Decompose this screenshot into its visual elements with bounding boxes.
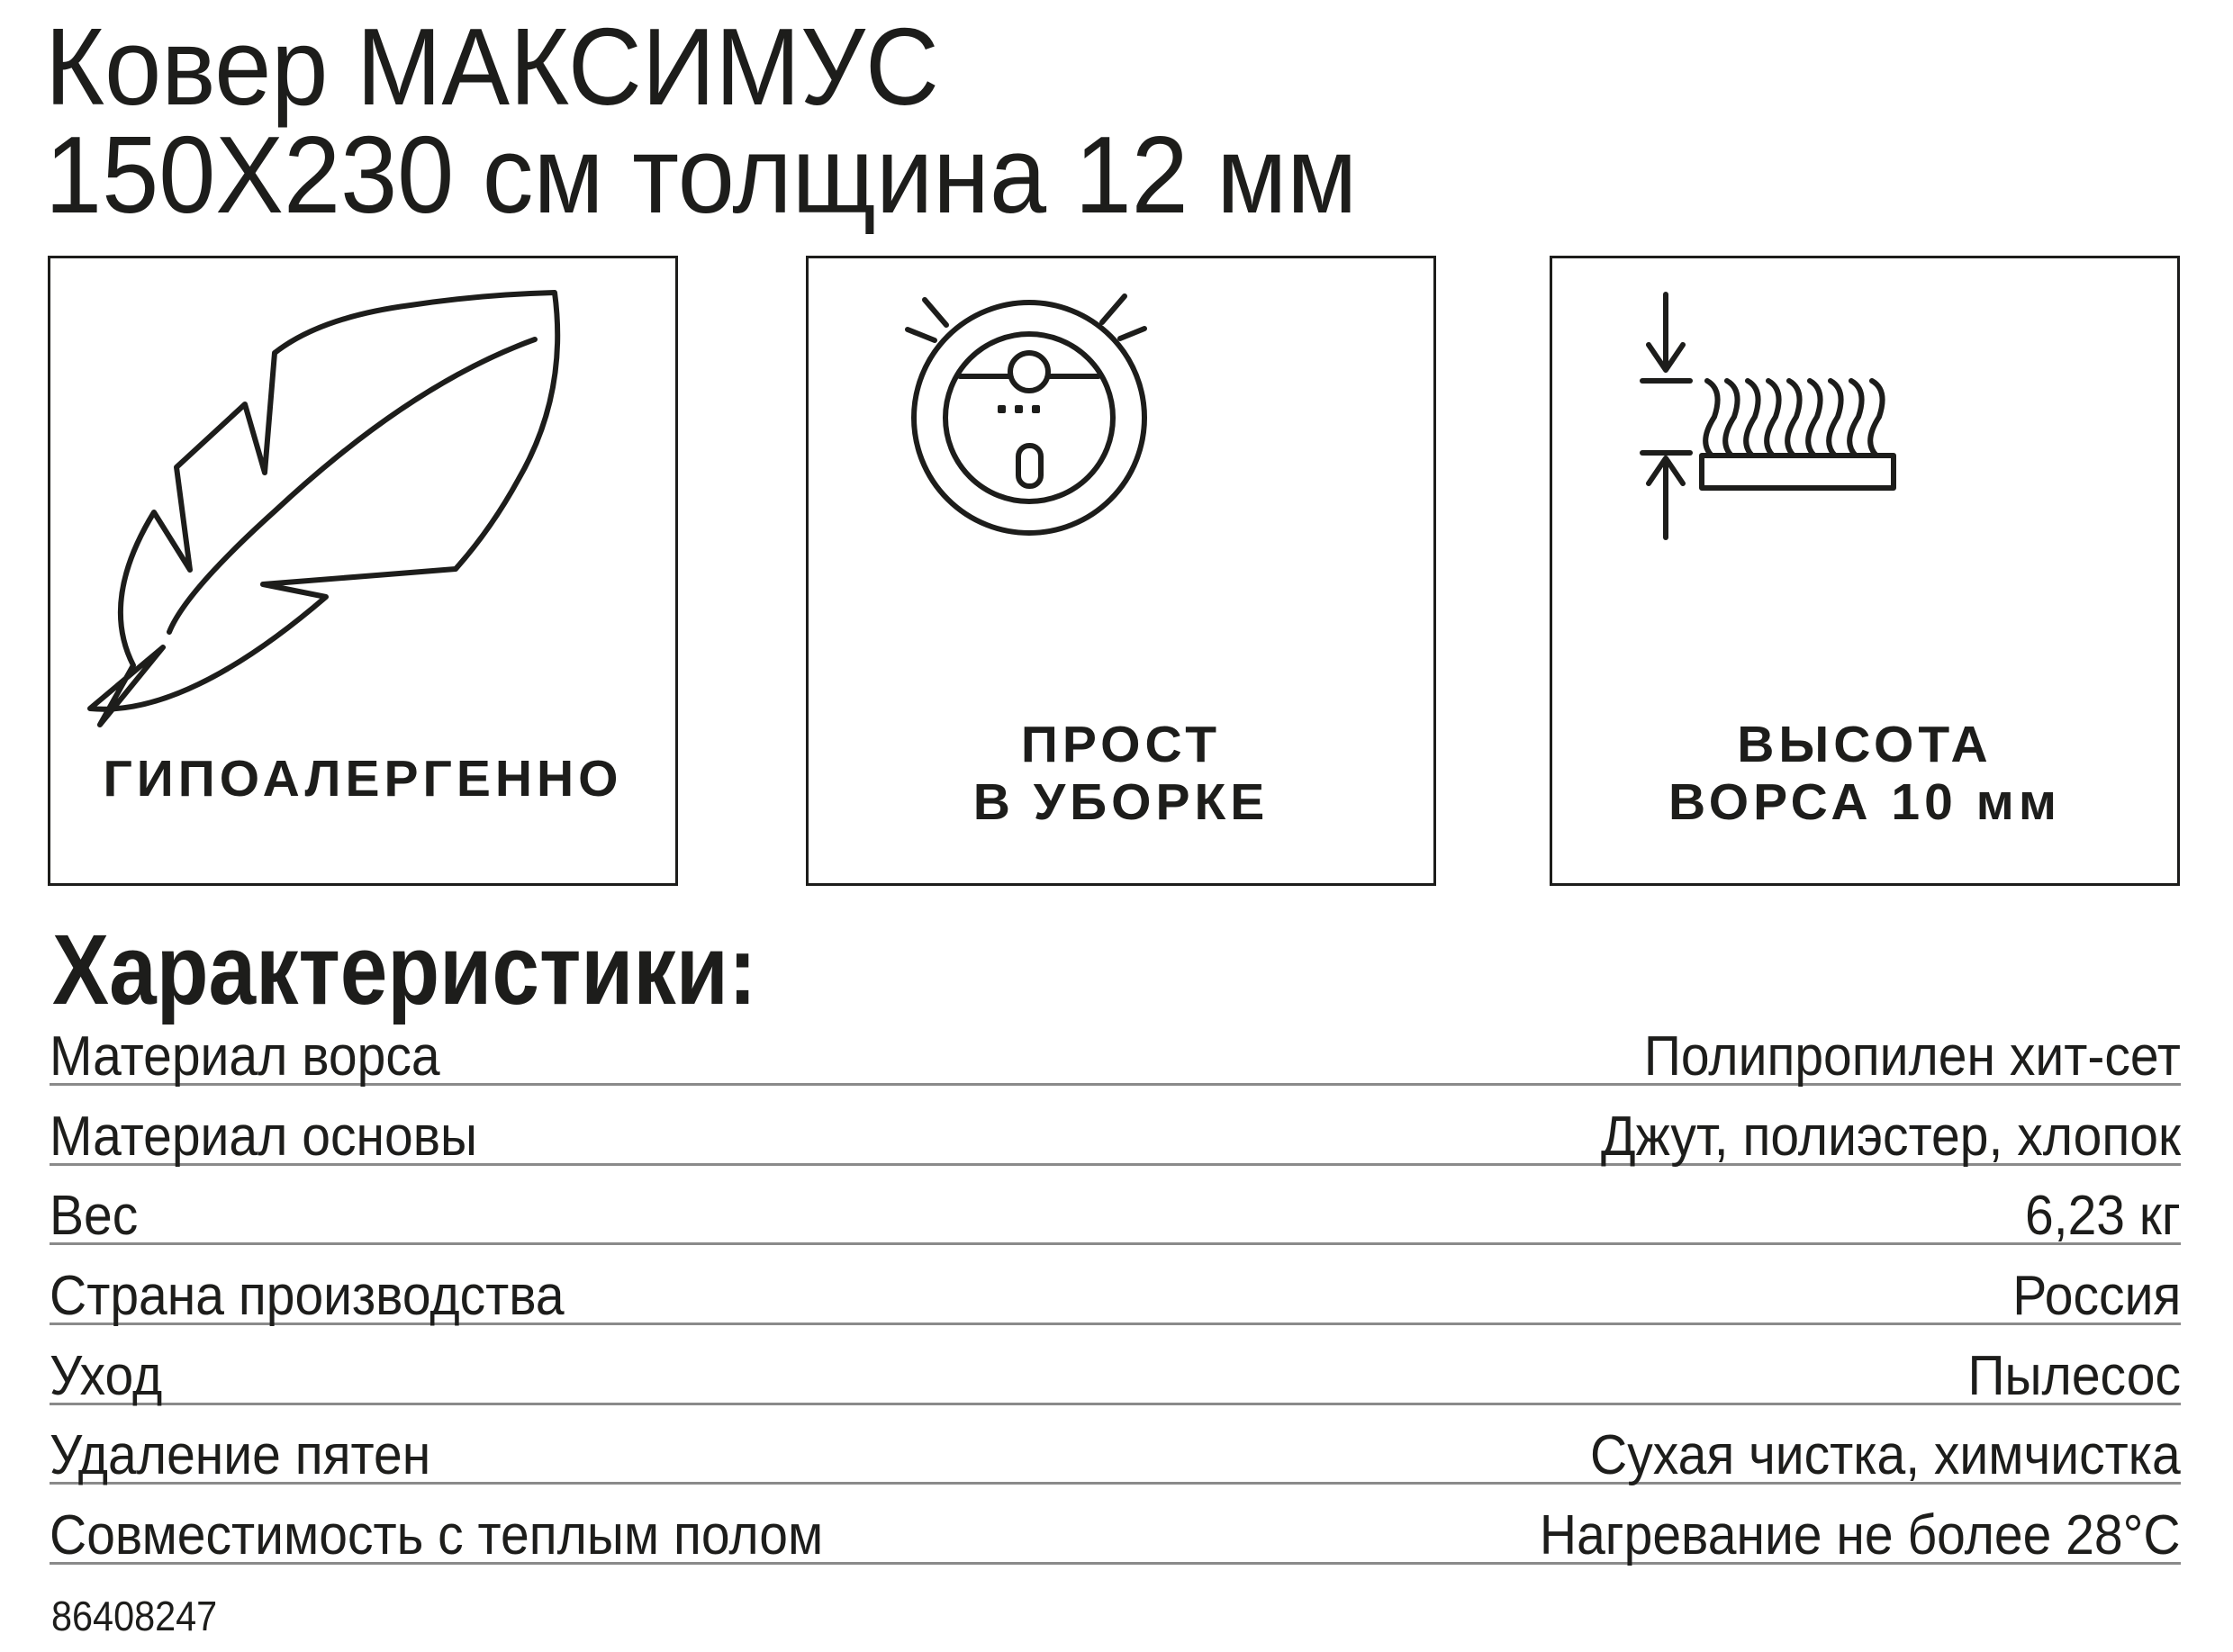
feature-label: ГИПОАЛЕРГЕННО xyxy=(103,750,623,808)
spec-value: Пылесос xyxy=(1967,1344,2181,1407)
spec-row xyxy=(50,1245,2181,1328)
feature-card-hypoallergenic xyxy=(48,256,678,886)
spec-value: Сухая чистка, химчистка xyxy=(1590,1424,2181,1487)
spec-key: Страна производства xyxy=(50,1265,565,1328)
spec-row xyxy=(50,1405,2181,1485)
spec-row xyxy=(50,1166,2181,1246)
product-title xyxy=(45,5,1358,236)
product-title-line-1: Ковер МАКСИМУС xyxy=(45,5,939,128)
spec-key: Уход xyxy=(50,1344,163,1407)
spec-key: Вес xyxy=(50,1185,139,1248)
feature-card-easy-cleaning xyxy=(806,256,1436,886)
feature-card-pile-height xyxy=(1550,256,2180,886)
spec-key: Совместимость с теплым полом xyxy=(50,1504,824,1567)
product-title-line-2: 150X230 см толщина 12 мм xyxy=(45,113,1358,236)
feature-label: ВЫСОТА ВОРСА 10 мм xyxy=(1668,716,2061,831)
spec-value: 6,23 кг xyxy=(2025,1185,2181,1248)
spec-value: Нагревание не более 28°С xyxy=(1540,1504,2181,1567)
spec-value: Полипропилен хит-сет xyxy=(1643,1025,2181,1088)
spec-row xyxy=(50,1086,2181,1166)
spec-key: Удаление пятен xyxy=(50,1424,431,1487)
spec-row xyxy=(50,1485,2181,1565)
sku-code: 86408247 xyxy=(51,1593,218,1639)
pile-fibers xyxy=(1705,381,1882,456)
spec-row xyxy=(50,1026,2181,1086)
specs-heading: Характеристики: xyxy=(52,915,757,1025)
spec-value: Россия xyxy=(2012,1265,2181,1328)
spec-row xyxy=(50,1325,2181,1405)
specs-table xyxy=(50,1026,2181,1565)
feature-label: ПРОСТ В УБОРКЕ xyxy=(972,716,1270,831)
spec-key: Материал основы xyxy=(50,1105,478,1168)
spec-key: Материал ворса xyxy=(50,1025,440,1088)
spec-value: Джут, полиэстер, хлопок xyxy=(1601,1105,2181,1168)
